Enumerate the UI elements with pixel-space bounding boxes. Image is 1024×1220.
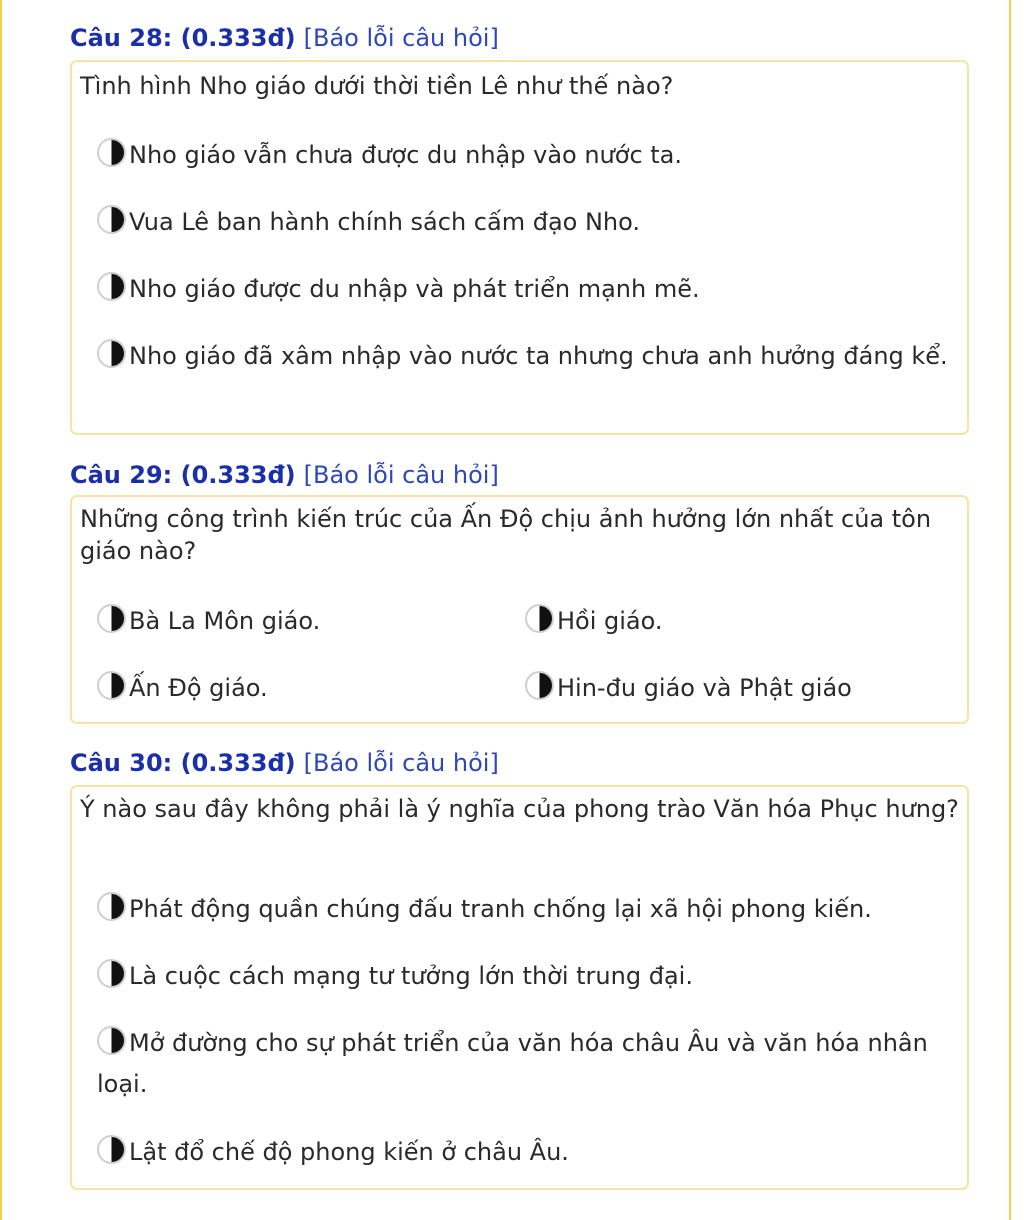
option-label: Là cuộc cách mạng tư tưởng lớn thời trung đại. [129,962,693,990]
radio-button-icon[interactable] [97,604,126,633]
radio-button-icon[interactable] [97,959,126,988]
radio-button-icon[interactable] [97,205,126,234]
answer-option-b[interactable] [97,955,952,996]
radio-button-icon[interactable] [97,671,126,700]
option-label: Lật đổ chế độ phong kiến ở châu Âu. [129,1138,569,1166]
radio-button-icon[interactable] [525,671,554,700]
radio-button-icon[interactable] [97,1135,126,1164]
answer-option-b[interactable] [525,600,945,641]
option-label: Phát động quần chúng đấu tranh chống lại xã hội phong kiến. [129,895,872,923]
question-text: Tình hình Nho giáo dưới thời tiền Lê như thế nào? [80,72,674,100]
answer-option-a[interactable] [97,888,952,929]
answer-option-a[interactable] [97,600,497,641]
option-label: Nho giáo vẫn chưa được du nhập vào nước ta. [129,141,683,169]
option-label: Vua Lê ban hành chính sách cấm đạo Nho. [129,208,641,236]
answer-option-c[interactable] [97,667,497,708]
question-box [70,495,969,724]
report-error-link[interactable]: [Báo lỗi câu hỏi] [303,461,499,489]
report-error-link[interactable]: [Báo lỗi câu hỏi] [303,24,499,52]
question-box [70,60,969,435]
answer-option-d[interactable] [97,335,952,376]
question-box [70,785,969,1190]
question-header [70,457,499,493]
option-label: Nho giáo được du nhập và phát triển mạnh mẽ. [129,275,700,303]
radio-button-icon[interactable] [97,1026,126,1055]
option-label: Nho giáo đã xâm nhập vào nước ta nhưng chưa anh hưởng đáng kể. [129,342,948,370]
option-label: Ấn Độ giáo. [129,674,268,702]
answer-option-c[interactable] [97,268,952,309]
answer-option-d[interactable] [97,1131,952,1172]
radio-button-icon[interactable] [97,272,126,301]
question-number: Câu 28: (0.333đ) [70,24,296,52]
answer-option-b[interactable] [97,201,952,242]
radio-button-icon[interactable] [97,339,126,368]
option-label: Bà La Môn giáo. [129,607,321,635]
radio-button-icon[interactable] [97,892,126,921]
question-number: Câu 29: (0.333đ) [70,461,296,489]
answer-option-a[interactable] [97,134,952,175]
report-error-link[interactable]: [Báo lỗi câu hỏi] [303,749,499,777]
left-border [0,0,2,1220]
option-label: Mở đường cho sự phát triển của văn hóa châu Âu và văn hóa nhân loại. [97,1029,928,1098]
radio-button-icon[interactable] [97,138,126,167]
question-text: Những công trình kiến trúc của Ấn Độ chịu ảnh hưởng lớn nhất của tôn giáo nào? [80,505,932,565]
question-text: Ý nào sau đây không phải là ý nghĩa của phong trào Văn hóa Phục hưng? [80,795,959,823]
radio-button-icon[interactable] [525,604,554,633]
option-label: Hin-đu giáo và Phật giáo [557,674,852,702]
question-header [70,20,499,56]
answer-option-c[interactable] [97,1022,952,1104]
option-label: Hồi giáo. [557,607,663,635]
question-header [70,745,499,781]
question-number: Câu 30: (0.333đ) [70,749,296,777]
answer-option-d[interactable] [525,667,945,708]
right-border [1009,0,1011,1220]
